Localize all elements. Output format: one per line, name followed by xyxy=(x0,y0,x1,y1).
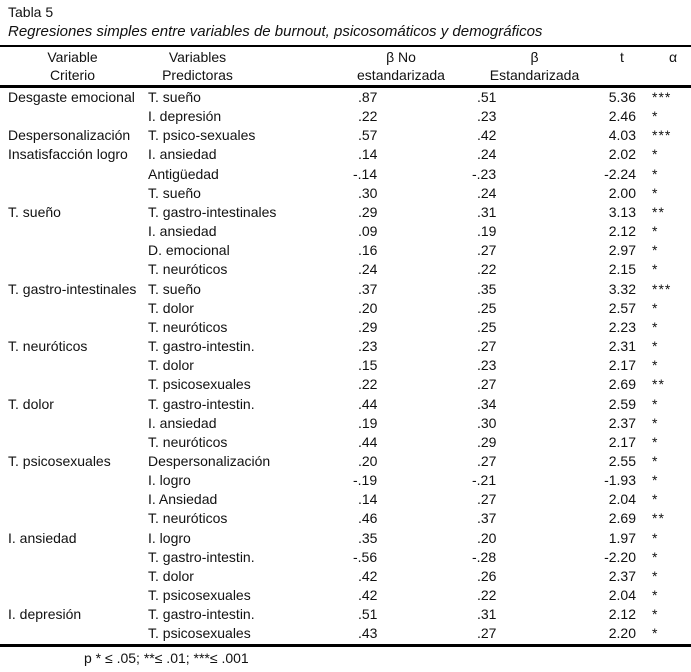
cell-criterio: I. depresión xyxy=(8,606,82,623)
table-row xyxy=(0,145,691,164)
cell-alpha: * xyxy=(652,452,659,469)
cell-predictora: T. sueño xyxy=(148,184,201,201)
cell-beta_est: .25 xyxy=(477,299,497,316)
cell-beta_est: .24 xyxy=(477,184,497,201)
cell-beta_est: .30 xyxy=(477,414,497,431)
cell-t: 5.36 xyxy=(608,89,636,105)
cell-beta_no_est: -.56 xyxy=(353,548,378,565)
cell-beta_est: .27 xyxy=(477,338,497,355)
cell-beta_no_est: .44 xyxy=(358,395,378,412)
header-line: Criterio xyxy=(49,67,96,83)
cell-t: 2.23 xyxy=(608,318,636,335)
cell-predictora: T. dolor xyxy=(148,357,194,374)
table-row xyxy=(0,222,691,241)
cell-beta_est: .20 xyxy=(477,529,497,546)
table-row xyxy=(0,548,691,567)
cell-beta_no_est: .09 xyxy=(358,223,378,240)
cell-alpha: *** xyxy=(652,280,672,297)
cell-beta_no_est: .43 xyxy=(342,624,460,645)
table-row xyxy=(0,414,691,433)
cell-t: 2.04 xyxy=(608,587,636,604)
header-t-statistic xyxy=(587,46,637,87)
cell-beta_no_est: .87 xyxy=(358,89,378,105)
cell-alpha: * xyxy=(652,108,659,125)
cell-alpha: ** xyxy=(652,510,665,527)
table-row xyxy=(0,107,691,126)
cell-beta_no_est: .51 xyxy=(358,606,378,623)
cell-beta_est: .37 xyxy=(477,510,497,527)
cell-beta_no_est: .30 xyxy=(358,184,378,201)
cell-alpha: * xyxy=(652,606,659,623)
header-line: Variables xyxy=(168,49,227,65)
cell-predictora: T. psicosexuales xyxy=(148,587,251,604)
cell-criterio xyxy=(0,567,145,586)
cell-beta_no_est: .57 xyxy=(358,127,378,144)
header-line: β xyxy=(530,49,539,65)
cell-alpha: * xyxy=(652,223,659,240)
cell-alpha: * xyxy=(652,338,659,355)
cell-t: 2.97 xyxy=(608,242,636,259)
cell-alpha: * xyxy=(652,357,659,374)
cell-predictora: I. logro xyxy=(148,472,191,489)
table-row xyxy=(0,586,691,605)
cell-t: 2.15 xyxy=(608,261,636,278)
cell-beta_no_est: .22 xyxy=(358,376,378,393)
cell-criterio xyxy=(0,318,145,337)
cell-alpha: ** xyxy=(652,376,665,393)
cell-beta_no_est: .14 xyxy=(358,491,378,508)
header-alpha-significance xyxy=(637,46,691,87)
cell-predictora: T. gastro-intestin. xyxy=(148,395,255,412)
cell-predictora: Antigüedad xyxy=(148,165,219,182)
cell-t: 2.31 xyxy=(608,338,636,355)
cell-beta_no_est: .23 xyxy=(358,338,378,355)
cell-beta_no_est: .46 xyxy=(358,510,378,527)
cell-criterio: T. gastro-intestinales xyxy=(8,280,137,297)
header-line: Variable xyxy=(47,49,98,65)
cell-beta_est: .25 xyxy=(477,318,497,335)
cell-predictora: T. dolor xyxy=(148,299,194,316)
cell-beta_est: .27 xyxy=(477,452,497,469)
cell-t: 2.55 xyxy=(608,452,636,469)
cell-t: 2.17 xyxy=(608,357,636,374)
cell-predictora: T. neuróticos xyxy=(148,261,228,278)
cell-t: 2.37 xyxy=(608,567,636,584)
cell-alpha: * xyxy=(652,395,659,412)
cell-alpha: * xyxy=(652,184,659,201)
cell-beta_est: .23 xyxy=(477,108,497,125)
cell-beta_est: .31 xyxy=(477,606,497,623)
cell-t: 2.57 xyxy=(608,299,636,316)
cell-predictora: Despersonalización xyxy=(148,452,271,469)
cell-criterio xyxy=(0,107,145,126)
cell-alpha: * xyxy=(652,587,659,604)
table-row xyxy=(0,87,691,108)
cell-alpha: * xyxy=(652,261,659,278)
cell-alpha: * xyxy=(652,567,659,584)
table-row xyxy=(0,624,691,645)
cell-criterio: T. sueño xyxy=(8,203,61,220)
cell-beta_est: -.21 xyxy=(472,472,497,489)
cell-criterio: Desgaste emocional xyxy=(8,89,135,105)
table-number-title: Tabla 5 xyxy=(8,4,54,20)
table-row xyxy=(0,471,691,490)
cell-t: 3.32 xyxy=(608,280,636,297)
table-body xyxy=(0,87,691,646)
header-line: Predictoras xyxy=(162,67,233,83)
cell-beta_no_est: .19 xyxy=(358,414,378,431)
table-row xyxy=(0,241,691,260)
cell-t: 2.12 xyxy=(608,606,636,623)
cell-criterio xyxy=(0,548,145,567)
cell-predictora: T. gastro-intestin. xyxy=(148,548,255,565)
header-line: t xyxy=(620,49,624,65)
cell-beta_no_est: .42 xyxy=(358,587,378,604)
significance-footnote: p * ≤ .05; **≤ .01; ***≤ .001 xyxy=(84,650,249,666)
cell-alpha: * xyxy=(637,624,691,645)
cell-predictora: T. psicosexuales xyxy=(145,624,342,645)
cell-predictora: T. psico-sexuales xyxy=(148,127,256,144)
table-row xyxy=(0,184,691,203)
table-caption: Regresiones simples entre variables de burnout, psicosomáticos y demográficos xyxy=(8,23,543,40)
cell-predictora: T. gastro-intestin. xyxy=(148,606,255,623)
cell-beta_no_est: .15 xyxy=(358,357,378,374)
table-row xyxy=(0,452,691,471)
cell-beta_est: .27 xyxy=(477,376,497,393)
table-row xyxy=(0,395,691,414)
cell-t: 3.13 xyxy=(608,203,636,220)
cell-criterio: T. psicosexuales xyxy=(8,452,111,469)
table-row xyxy=(0,280,691,299)
cell-alpha: * xyxy=(652,146,659,163)
cell-alpha: * xyxy=(652,472,659,489)
cell-beta_est: .27 xyxy=(477,242,497,259)
cell-beta_no_est: .16 xyxy=(358,242,378,259)
cell-beta_no_est: .22 xyxy=(358,108,378,125)
cell-beta_no_est: .44 xyxy=(358,433,378,450)
cell-t: 2.02 xyxy=(608,146,636,163)
header-line: β No xyxy=(386,49,416,65)
cell-t: -2.20 xyxy=(604,548,636,565)
cell-beta_no_est: -.14 xyxy=(353,165,378,182)
cell-criterio: T. neuróticos xyxy=(8,338,88,355)
cell-predictora: I. Ansiedad xyxy=(148,491,218,508)
cell-beta_no_est: .20 xyxy=(358,299,378,316)
cell-t: 2.20 xyxy=(587,624,637,645)
cell-beta_est: .23 xyxy=(477,357,497,374)
cell-criterio xyxy=(0,165,145,184)
cell-beta_est: .24 xyxy=(477,146,497,163)
header-variables-predictoras xyxy=(145,46,342,87)
cell-alpha: ** xyxy=(652,203,665,220)
cell-alpha: *** xyxy=(652,127,672,144)
cell-criterio xyxy=(0,433,145,452)
header-line: α xyxy=(668,49,678,65)
cell-criterio xyxy=(0,375,145,394)
cell-beta_no_est: .24 xyxy=(358,261,378,278)
cell-t: 2.69 xyxy=(608,376,636,393)
cell-beta_est: .31 xyxy=(477,203,497,220)
cell-beta_no_est: .29 xyxy=(358,318,378,335)
cell-predictora: I. ansiedad xyxy=(148,146,217,163)
cell-criterio xyxy=(0,260,145,279)
header-variable-criterio xyxy=(0,46,145,87)
cell-criterio xyxy=(0,586,145,605)
cell-criterio xyxy=(0,509,145,528)
table-row xyxy=(0,337,691,356)
cell-beta_no_est: .37 xyxy=(358,280,378,297)
header-row xyxy=(0,46,691,87)
cell-beta_no_est: .14 xyxy=(358,146,378,163)
cell-predictora: T. neuróticos xyxy=(148,510,228,527)
table-row xyxy=(0,203,691,222)
cell-t: 2.59 xyxy=(608,395,636,412)
cell-t: 2.69 xyxy=(608,510,636,527)
cell-criterio xyxy=(0,184,145,203)
cell-beta_no_est: .42 xyxy=(358,567,378,584)
table-row xyxy=(0,509,691,528)
cell-t: 2.12 xyxy=(608,223,636,240)
cell-beta_no_est: -.19 xyxy=(353,472,378,489)
header-beta-estandarizada xyxy=(460,46,587,87)
cell-predictora: T. gastro-intestinales xyxy=(148,203,277,220)
cell-alpha: * xyxy=(652,299,659,316)
cell-t: 2.04 xyxy=(608,491,636,508)
cell-alpha: * xyxy=(652,433,659,450)
table-row xyxy=(0,490,691,509)
cell-beta_est: .27 xyxy=(477,491,497,508)
cell-beta_est: .42 xyxy=(477,127,497,144)
cell-criterio: Insatisfacción logro xyxy=(8,146,128,163)
cell-beta_est: .22 xyxy=(477,261,497,278)
cell-criterio xyxy=(0,471,145,490)
cell-t: 2.17 xyxy=(608,433,636,450)
cell-predictora: I. ansiedad xyxy=(148,414,217,431)
cell-predictora: T. dolor xyxy=(148,567,194,584)
table-row xyxy=(0,567,691,586)
cell-alpha: * xyxy=(652,529,659,546)
cell-beta_est: .29 xyxy=(477,433,497,450)
cell-alpha: * xyxy=(652,491,659,508)
cell-beta_est: .22 xyxy=(477,587,497,604)
cell-predictora: I. logro xyxy=(148,529,191,546)
table-row xyxy=(0,260,691,279)
cell-t: -1.93 xyxy=(604,472,636,489)
cell-beta_no_est: .20 xyxy=(358,452,378,469)
table-row xyxy=(0,318,691,337)
cell-criterio: I. ansiedad xyxy=(8,529,77,546)
cell-alpha: * xyxy=(652,414,659,431)
cell-beta_est: .34 xyxy=(477,395,497,412)
cell-criterio xyxy=(0,222,145,241)
cell-t: -2.24 xyxy=(604,165,636,182)
cell-alpha: * xyxy=(652,165,659,182)
cell-criterio xyxy=(0,624,145,645)
cell-alpha: * xyxy=(652,318,659,335)
cell-criterio xyxy=(0,490,145,509)
cell-criterio xyxy=(0,299,145,318)
cell-t: 1.97 xyxy=(608,529,636,546)
table-row xyxy=(0,433,691,452)
cell-t: 2.46 xyxy=(608,108,636,125)
cell-t: 2.37 xyxy=(608,414,636,431)
cell-beta_est: .26 xyxy=(477,567,497,584)
cell-beta_est: -.23 xyxy=(472,165,497,182)
header-line: estandarizada xyxy=(357,67,445,83)
header-line: Estandarizada xyxy=(489,67,580,83)
cell-predictora: T. neuróticos xyxy=(148,433,228,450)
table-row xyxy=(0,356,691,375)
table-row xyxy=(0,165,691,184)
regression-results-table xyxy=(0,45,691,647)
cell-criterio xyxy=(0,414,145,433)
table-row xyxy=(0,605,691,624)
cell-beta_no_est: .29 xyxy=(358,203,378,220)
cell-alpha: * xyxy=(652,242,659,259)
cell-beta_est: .51 xyxy=(477,89,497,105)
cell-criterio xyxy=(0,241,145,260)
header-line xyxy=(655,66,691,84)
cell-predictora: T. sueño xyxy=(148,89,201,105)
table-row xyxy=(0,126,691,145)
cell-predictora: T. neuróticos xyxy=(148,318,228,335)
cell-predictora: I. depresión xyxy=(148,108,222,125)
cell-predictora: T. sueño xyxy=(148,280,201,297)
cell-criterio: T. dolor xyxy=(8,395,54,412)
cell-predictora: D. emocional xyxy=(148,242,230,259)
cell-predictora: T. gastro-intestin. xyxy=(148,338,255,355)
cell-beta_no_est: .35 xyxy=(358,529,378,546)
table-row xyxy=(0,375,691,394)
cell-criterio xyxy=(0,356,145,375)
header-line xyxy=(607,66,637,84)
cell-alpha: *** xyxy=(652,89,672,105)
header-beta-no-estandarizada xyxy=(342,46,460,87)
cell-t: 4.03 xyxy=(608,127,636,144)
table-header xyxy=(0,46,691,87)
cell-beta_est: .27 xyxy=(460,624,587,645)
table-row xyxy=(0,299,691,318)
cell-beta_est: -.28 xyxy=(472,548,497,565)
cell-criterio: Despersonalización xyxy=(8,127,131,144)
cell-alpha: * xyxy=(652,548,659,565)
table-row xyxy=(0,529,691,548)
cell-beta_est: .35 xyxy=(477,280,497,297)
cell-predictora: I. ansiedad xyxy=(148,223,217,240)
cell-t: 2.00 xyxy=(608,184,636,201)
cell-beta_est: .19 xyxy=(477,223,497,240)
cell-predictora: T. psicosexuales xyxy=(148,376,251,393)
